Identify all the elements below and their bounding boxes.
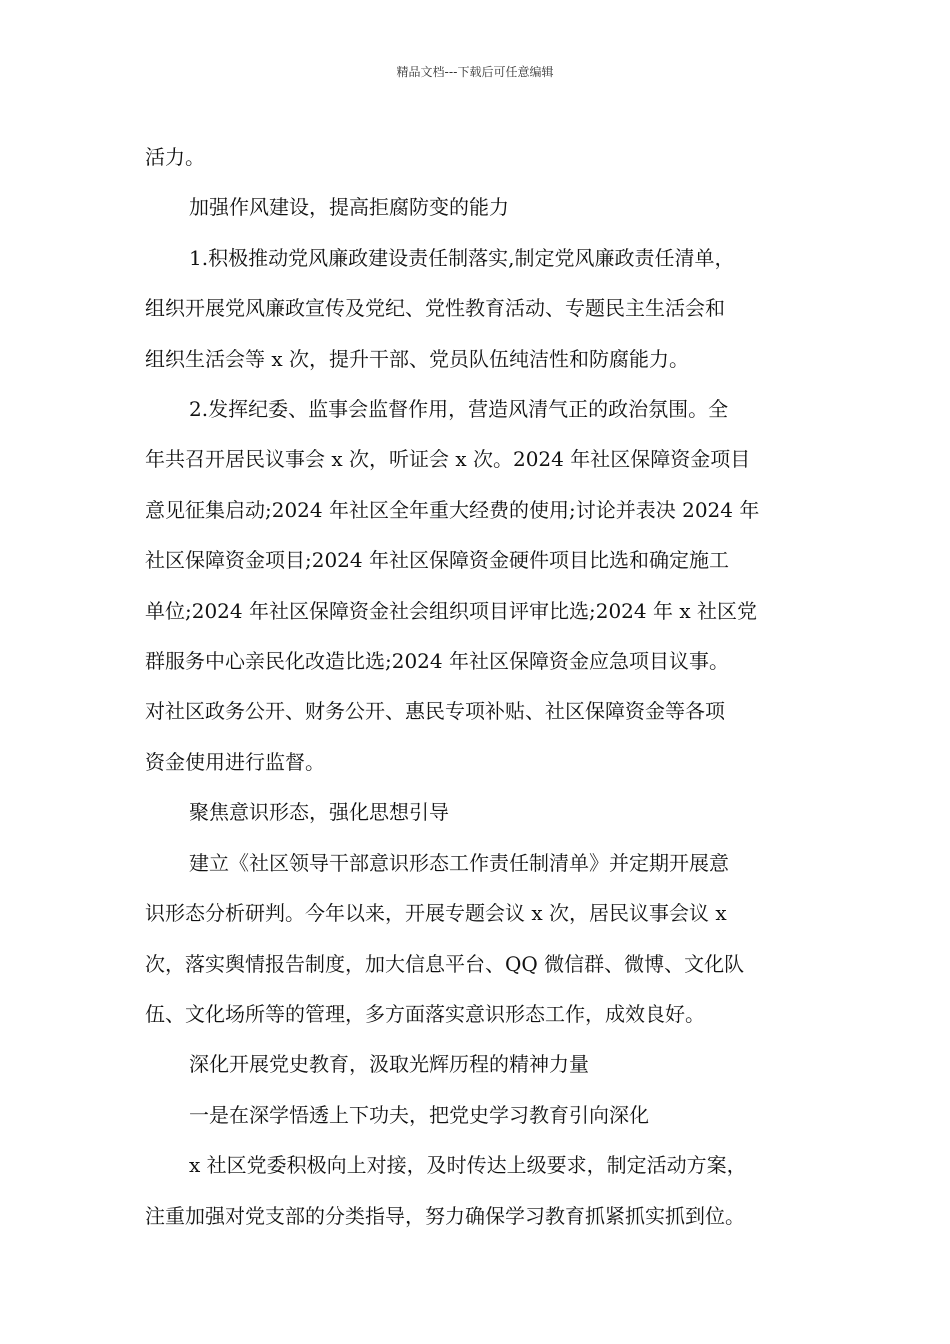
text-line: 对社区政务公开、财务公开、惠民专项补贴、社区保障资金等各项 (145, 699, 725, 724)
text-line: 单位;2024 年社区保障资金社会组织项目评审比选;2024 年 x 社区党 (145, 598, 757, 623)
text-line: 聚焦意识形态，强化思想引导 (189, 800, 449, 825)
text-line: x 社区党委积极向上对接，及时传达上级要求，制定活动方案， (189, 1153, 747, 1178)
text-line: 一是在深学悟透上下功夫，把党史学习教育引向深化 (189, 1102, 649, 1127)
text-line: 2.发挥纪委、监事会监督作用，营造风清气正的政治氛围。全 (189, 397, 729, 422)
text-line: 次，落实舆情报告制度，加大信息平台、QQ 微信群、微博、文化队 (145, 951, 745, 976)
text-line: 深化开展党史教育，汲取光辉历程的精神力量 (189, 1052, 589, 1077)
text-line: 加强作风建设，提高拒腐防变的能力 (189, 195, 509, 220)
text-line: 活力。 (145, 145, 205, 169)
text-line: 识形态分析研判。今年以来，开展专题会议 x 次，居民议事会议 x (145, 901, 727, 926)
document-body (145, 132, 815, 1241)
text-line: 群服务中心亲民化改造比选;2024 年社区保障资金应急项目议事。 (145, 649, 729, 674)
text-line: 建立《社区领导干部意识形态工作责任制清单》并定期开展意 (189, 850, 729, 875)
text-line: 年共召开居民议事会 x 次，听证会 x 次。2024 年社区保障资金项目 (145, 447, 751, 472)
text-line: 社区保障资金项目;2024 年社区保障资金硬件项目比选和确定施工 (145, 548, 729, 573)
text-line: 意见征集启动;2024 年社区全年重大经费的使用;讨论并表决 2024 年 (145, 497, 760, 522)
text-line: 组织生活会等 x 次，提升干部、党员队伍纯洁性和防腐能力。 (145, 346, 689, 371)
text-line: 伍、文化场所等的管理，多方面落实意识形态工作，成效良好。 (145, 1001, 705, 1026)
text-line: 注重加强对党支部的分类指导，努力确保学习教育抓紧抓实抓到位。 (145, 1203, 745, 1228)
text-line: 1.积极推动党风廉政建设责任制落实,制定党风廉政责任清单， (189, 245, 735, 270)
text-line: 资金使用进行监督。 (145, 749, 325, 774)
page-header: 精品文档---下载后可任意编辑 (396, 65, 554, 79)
text-line: 组织开展党风廉政宣传及党纪、党性教育活动、专题民主生活会和 (145, 296, 725, 321)
